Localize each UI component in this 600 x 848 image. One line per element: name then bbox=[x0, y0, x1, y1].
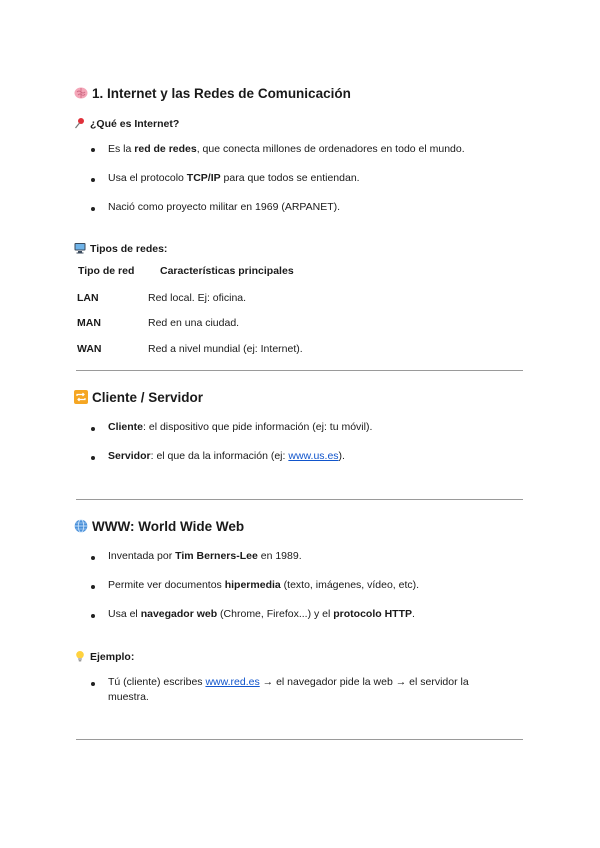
table-cell-desc: Red a nivel mundial (ej: Internet). bbox=[148, 343, 303, 355]
list-text: Tú (cliente) escribes bbox=[108, 676, 206, 688]
bullet-dot bbox=[91, 456, 95, 460]
section-title-internet bbox=[74, 86, 351, 101]
globe-icon bbox=[74, 519, 88, 533]
bullet-dot bbox=[91, 207, 95, 211]
list-text: → el navegador pide la web → el servidor la bbox=[259, 676, 469, 688]
list-bold: protocolo HTTP bbox=[333, 608, 412, 620]
list-text: ). bbox=[338, 450, 345, 462]
list-item bbox=[108, 449, 345, 464]
list-bold: Servidor bbox=[108, 450, 151, 462]
list-item bbox=[108, 549, 302, 564]
table-header-features: Características principales bbox=[160, 265, 294, 277]
list-text: Es la bbox=[108, 143, 135, 155]
table-cell-desc: Red local. Ej: oficina. bbox=[148, 292, 247, 304]
table-cell-desc: Red en una ciudad. bbox=[148, 317, 240, 329]
bullet-dot bbox=[91, 427, 95, 431]
horizontal-rule bbox=[76, 739, 523, 740]
section-title-text: WWW: World Wide Web bbox=[92, 519, 245, 534]
table-header-type: Tipo de red bbox=[78, 265, 135, 277]
repeat-arrows-icon bbox=[74, 390, 88, 404]
heading-text: Ejemplo: bbox=[90, 651, 135, 663]
section-title-text: 1. Internet y las Redes de Comunicación bbox=[92, 86, 351, 101]
list-item bbox=[108, 420, 372, 435]
horizontal-rule bbox=[76, 370, 523, 371]
list-text: Permite ver documentos bbox=[108, 579, 225, 591]
list-text: : el dispositivo que pide información (ej: tu móvil). bbox=[143, 421, 373, 433]
heading-text: ¿Qué es Internet? bbox=[90, 118, 180, 130]
heading-text: Tipos de redes: bbox=[90, 243, 168, 255]
list-item bbox=[108, 607, 415, 622]
list-text: : el que da la información (ej: bbox=[150, 450, 289, 462]
table-cell-type: MAN bbox=[77, 317, 101, 329]
list-text: en 1989. bbox=[257, 550, 302, 562]
list-text: Nació como proyecto militar en 1969 (ARPANET). bbox=[108, 201, 341, 213]
lightbulb-icon bbox=[74, 650, 86, 662]
list-bold: red de redes bbox=[134, 143, 197, 155]
list-text: Usa el bbox=[108, 608, 141, 620]
table-cell-type: WAN bbox=[77, 343, 102, 355]
list-item bbox=[108, 142, 465, 157]
list-text: (Chrome, Firefox...) y el bbox=[217, 608, 334, 620]
pushpin-icon bbox=[74, 117, 86, 129]
section-title-client-server bbox=[74, 390, 203, 405]
link-us-es[interactable]: www.us.es bbox=[288, 450, 339, 462]
section-title-www bbox=[74, 519, 244, 534]
section-title-text: Cliente / Servidor bbox=[92, 390, 204, 405]
brain-icon bbox=[74, 86, 88, 100]
network-types-heading bbox=[74, 242, 167, 255]
computer-icon bbox=[74, 242, 86, 254]
list-text: Inventada por bbox=[108, 550, 176, 562]
list-item bbox=[108, 578, 419, 593]
list-bold: navegador web bbox=[140, 608, 218, 620]
list-item bbox=[108, 200, 340, 215]
link-red-es[interactable]: www.red.es bbox=[205, 676, 260, 688]
list-bold: hipermedia bbox=[224, 579, 281, 591]
bullet-dot bbox=[91, 682, 95, 686]
list-item-example bbox=[108, 675, 469, 690]
bullet-dot bbox=[91, 585, 95, 589]
list-bold: Cliente bbox=[108, 421, 144, 433]
horizontal-rule bbox=[76, 499, 523, 500]
bullet-dot bbox=[91, 556, 95, 560]
what-is-internet-heading bbox=[74, 117, 179, 130]
list-bold: Tim Berners-Lee bbox=[175, 550, 258, 562]
bullet-dot bbox=[91, 178, 95, 182]
example-heading bbox=[74, 650, 134, 663]
list-bold: TCP/IP bbox=[186, 172, 221, 184]
list-text: . bbox=[412, 608, 415, 620]
list-text: para que todos se entiendan. bbox=[220, 172, 360, 184]
bullet-dot bbox=[91, 148, 95, 152]
table-cell-type: LAN bbox=[77, 292, 99, 304]
list-text: Usa el protocolo bbox=[108, 172, 187, 184]
list-item bbox=[108, 171, 360, 186]
list-text: (texto, imágenes, vídeo, etc). bbox=[280, 579, 420, 591]
list-text: , que conecta millones de ordenadores en todo el mundo. bbox=[196, 143, 465, 155]
list-item-continuation: muestra. bbox=[108, 691, 149, 703]
bullet-dot bbox=[91, 614, 95, 618]
